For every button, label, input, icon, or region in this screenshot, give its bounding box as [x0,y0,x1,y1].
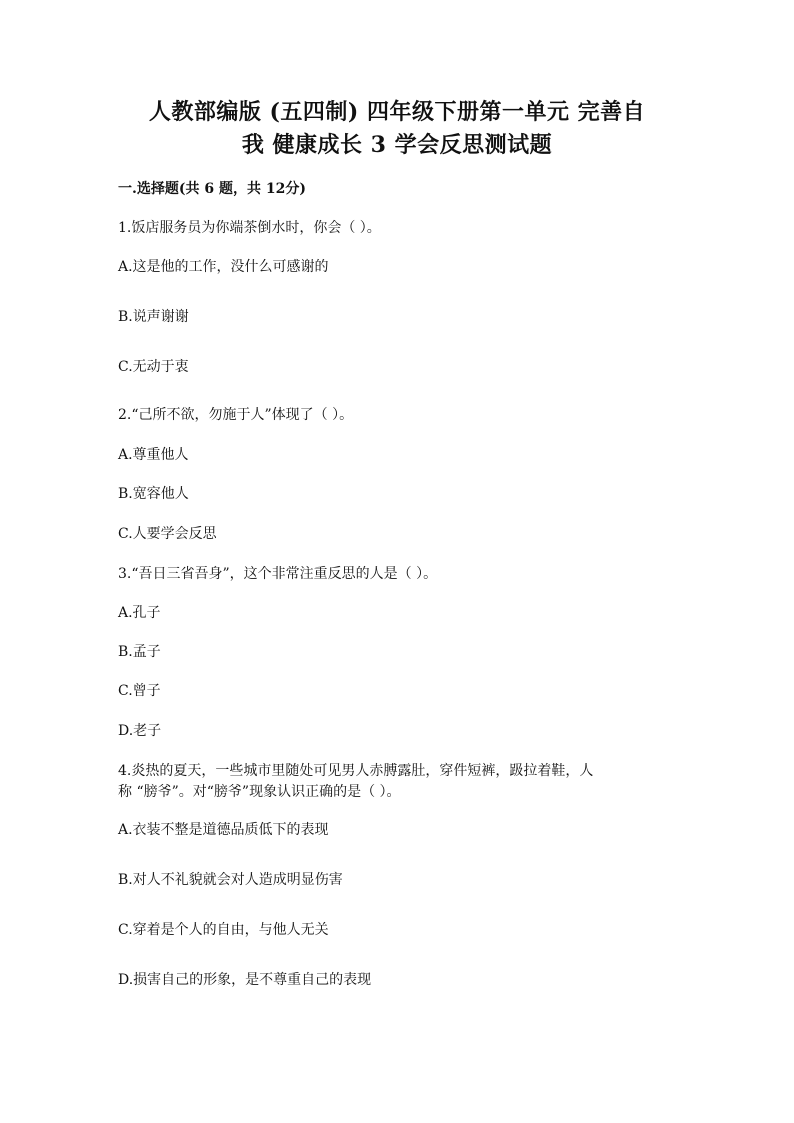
question-2-stem: 2.“己所不欲，勿施于人”体现了（ ）。 [118,407,354,423]
question-1-option-a: A.这是他的工作，没什么可感谢的 [118,259,329,275]
question-4-stem-line-1: 4.炎热的夏天，一些城市里随处可见男人赤膊露肚，穿件短裤，趿拉着鞋，人 [118,763,594,779]
question-3-option-a: A.孔子 [118,605,161,621]
page-title-line-2: 我 健康成长 3 学会反思测试题 [241,132,553,158]
question-2-option-a: A.尊重他人 [118,447,189,463]
question-4-option-b: B.对人不礼貌就会对人造成明显伤害 [118,872,343,888]
question-3-option-b: B.孟子 [118,644,161,660]
question-1-option-c: C.无动于衷 [118,359,189,375]
page-title-line-1: 人教部编版 (五四制) 四年级下册第一单元 完善自 [148,99,646,125]
question-4-stem-line-2: 称 “膀爷”。对“膀爷”现象认识正确的是（ ）。 [118,784,401,800]
question-3-option-c: C.曾子 [118,683,161,699]
question-4-option-d: D.损害自己的形象，是不尊重自己的表现 [118,972,372,988]
question-4-option-c: C.穿着是个人的自由，与他人无关 [118,922,329,938]
question-2-option-b: B.宽容他人 [118,486,189,502]
question-4-option-a: A.衣装不整是道德品质低下的表现 [118,822,329,838]
section-heading: 一.选择题(共 6 题，共 12分) [118,181,306,197]
question-1-stem: 1.饭店服务员为你端茶倒水时，你会（ ）。 [118,220,381,236]
question-3-option-d: D.老子 [118,723,162,739]
question-2-option-c: C.人要学会反思 [118,526,217,542]
question-1-option-b: B.说声谢谢 [118,309,189,325]
question-3-stem: 3.“吾日三省吾身”，这个非常注重反思的人是（ ）。 [118,566,438,582]
